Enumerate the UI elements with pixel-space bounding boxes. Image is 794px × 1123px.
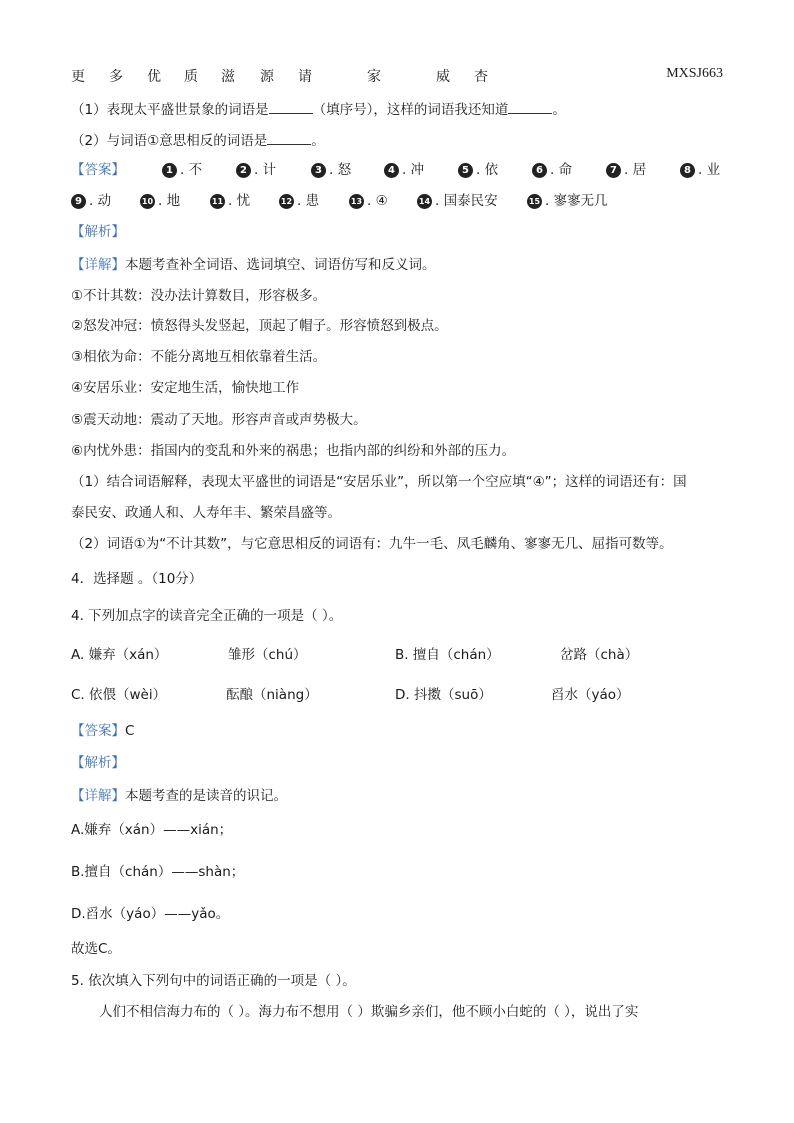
q4-answer — [71, 721, 134, 741]
q4-heading: 4．选择题 。（10分） — [71, 571, 203, 587]
q3-sub1-pre: （1）表现太平盛世景象的词语是 — [71, 102, 269, 118]
header-char: 优 — [147, 69, 161, 85]
q5-stem: 5. 依次填入下列句中的词语正确的一项是（ ）。 — [71, 973, 356, 989]
header-char: 更 — [71, 69, 85, 85]
option-c-word2: 酝酿（niàng） — [226, 687, 318, 703]
answer-text: . 寥寥无几 — [545, 193, 608, 209]
q3-sub2 — [71, 130, 325, 151]
answer-text: . 患 — [297, 193, 320, 209]
option-d-word1: D. 抖擞（suō） — [395, 687, 492, 703]
header-char: 杏 — [474, 69, 488, 85]
q4-fix-d: D.舀水（yáo）——yǎo。 — [71, 906, 230, 922]
circled-number: 15 — [527, 194, 542, 209]
q3-sub1 — [71, 99, 566, 120]
circled-number: 3 — [311, 163, 326, 178]
answer-tag: 【答案】 — [71, 723, 125, 739]
answer-text: . 怒 — [329, 162, 352, 178]
page-header — [71, 66, 723, 86]
circled-number: 6 — [532, 163, 547, 178]
answer-row-2 — [71, 191, 731, 211]
answer-text: . ④ — [367, 193, 388, 209]
answer-item — [140, 191, 180, 211]
detail-line — [71, 255, 436, 275]
answer-text: . 国泰民安 — [435, 193, 498, 209]
answer-text: . 依 — [476, 162, 499, 178]
answer-tag: 【答案】 — [71, 162, 125, 178]
answer-item — [210, 191, 250, 211]
header-char: 请 — [298, 69, 312, 85]
option-a-word1: A. 嫌弃（xán） — [71, 647, 168, 663]
circled-number: 9 — [71, 194, 86, 209]
q3-sub1-mid: （填序号），这样的词语我还知道 — [312, 102, 509, 118]
explanation-sub1-line1: （1）结合词语解释，表现太平盛世的词语是“安居乐业”，所以第一个空应填“④”；这样的词语还有：国 — [71, 474, 687, 490]
q3-sub1-end: 。 — [552, 102, 566, 118]
circled-number: 8 — [680, 163, 695, 178]
header-code: MXSJ663 — [666, 66, 723, 81]
answer-text: . 忧 — [228, 193, 251, 209]
circled-number: 14 — [417, 194, 432, 209]
answer-text: . 居 — [624, 162, 647, 178]
answer-item — [680, 160, 720, 180]
answer-blank — [508, 99, 552, 114]
header-char: 质 — [184, 69, 198, 85]
option-a-word2: 雏形（chú） — [228, 647, 307, 663]
explanation-sub2: （2）词语①为“不计其数”，与它意思相反的词语有：九牛一毛、凤毛麟角、寥寥无几、屈指可数等。 — [71, 536, 673, 552]
answer-item — [458, 160, 498, 180]
header-char: 源 — [260, 69, 274, 85]
answer-item — [71, 191, 111, 211]
circled-number: 7 — [606, 163, 621, 178]
option-c-word1: C. 依偎（wèi） — [71, 687, 167, 703]
answer-text: . 不 — [180, 162, 203, 178]
answer-item — [311, 160, 351, 180]
answer-text: . 命 — [550, 162, 573, 178]
header-char: 滋 — [221, 69, 235, 85]
answer-item — [606, 160, 646, 180]
idiom-explanation: ③相依为命：不能分离地互相依靠着生活。 — [71, 349, 327, 365]
option-b-word1: B. 擅自（chán） — [395, 647, 500, 663]
detail-intro: 本题考查补全词语、选词填空、词语仿写和反义词。 — [125, 257, 436, 273]
detail-tag: 【详解】 — [71, 788, 125, 804]
q3-sub2-pre: （2）与词语①意思相反的词语是 — [71, 133, 268, 149]
analysis-tag: 【解析】 — [71, 224, 125, 240]
answer-item — [279, 191, 319, 211]
circled-number: 12 — [279, 194, 294, 209]
answer-text: . 计 — [254, 162, 277, 178]
answer-text: . 冲 — [402, 162, 425, 178]
idiom-explanation: ②怒发冲冠：愤怒得头发竖起，顶起了帽子。形容愤怒到极点。 — [71, 318, 448, 334]
circled-number: 4 — [384, 163, 399, 178]
analysis-tag: 【解析】 — [71, 755, 125, 771]
option-d-word2: 舀水（yáo） — [551, 687, 630, 703]
q5-text: 人们不相信海力布的（ ）。海力布不想用（ ）欺骗乡亲们，他不顾小白蛇的（ ），说出了实 — [99, 1004, 639, 1020]
idiom-explanation: ⑥内忧外患：指国内的变乱和外来的祸患；也指内部的纠纷和外部的压力。 — [71, 443, 516, 459]
answer-text: . 业 — [698, 162, 721, 178]
circled-number: 1 — [162, 163, 177, 178]
answer-item — [532, 160, 572, 180]
answer-text: . 地 — [158, 193, 181, 209]
header-char: 多 — [109, 69, 123, 85]
answer-row-1 — [71, 160, 731, 180]
q3-sub2-end: 。 — [311, 133, 325, 149]
q4-fix-b: B.擅自（chán）——shàn； — [71, 864, 245, 880]
circled-number: 5 — [458, 163, 473, 178]
header-char: 家 — [367, 69, 381, 85]
q4-detail-intro: 本题考查的是读音的识记。 — [125, 788, 287, 804]
idiom-explanation: ④安居乐业：安定地生活，愉快地工作 — [71, 380, 300, 396]
circled-number: 2 — [236, 163, 251, 178]
q4-answer-value: C — [125, 723, 135, 739]
circled-number: 11 — [210, 194, 225, 209]
circled-number: 10 — [140, 194, 155, 209]
q4-conclusion: 故选C。 — [71, 941, 121, 957]
option-b-word2: 岔路（chà） — [560, 647, 639, 663]
answer-text: . 动 — [89, 193, 112, 209]
explanation-sub1-line2: 泰民安、政通人和、人寿年丰、繁荣昌盛等。 — [71, 505, 341, 521]
q4-stem: 4. 下列加点字的读音完全正确的一项是（ ）。 — [71, 608, 343, 624]
detail-tag: 【详解】 — [71, 257, 125, 273]
idiom-explanation: ①不计其数：没办法计算数目，形容极多。 — [71, 288, 327, 304]
q4-fix-a: A.嫌弃（xán）——xián； — [71, 822, 233, 838]
circled-number: 13 — [349, 194, 364, 209]
idiom-explanation: ⑤震天动地：震动了天地。形容声音或声势极大。 — [71, 412, 367, 428]
q4-detail — [71, 786, 287, 806]
header-char: 威 — [436, 69, 450, 85]
answer-item — [384, 160, 424, 180]
answer-blank — [269, 99, 313, 114]
answer-blank — [267, 130, 311, 145]
answer-item — [417, 191, 498, 211]
answer-item — [349, 191, 388, 211]
answer-item — [236, 160, 276, 180]
answer-item — [162, 160, 202, 180]
answer-item — [527, 191, 608, 211]
